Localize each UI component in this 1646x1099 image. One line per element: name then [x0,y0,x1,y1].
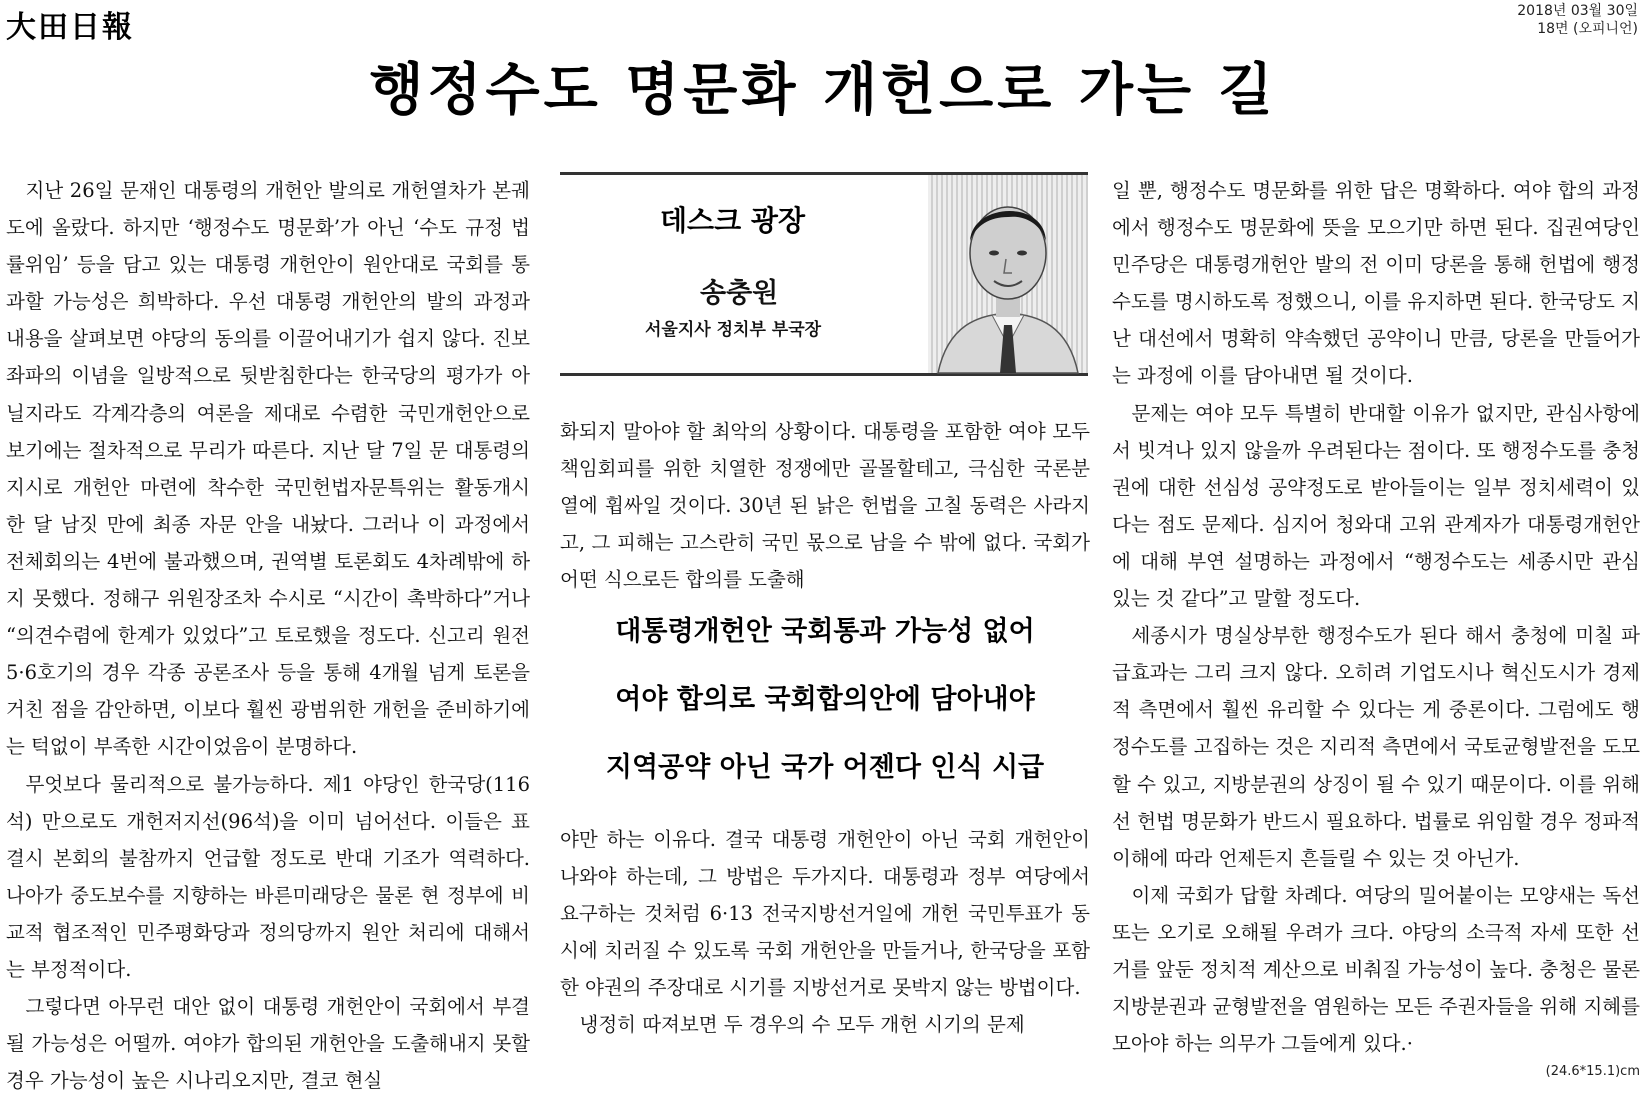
paragraph: 야만 하는 이유다. 결국 대통령 개헌안이 아닌 국회 개헌안이 나와야 하는데, 그 방법은 두가지다. 대통령과 정부 여당에서 요구하는 것처럼 6·13 전국지방선거일에 개헌 국민투표가 동시에 치러질 수 있도록 국회 개헌안을 만들거나, 한국당을 포함한 야권의 주장대로 시기를 지방선거로 못박지 않는 방법이다. [560,828,1090,1000]
pull-quote-line: 여야 합의로 국회합의안에 담아내야 [615,684,1035,715]
author-portrait-photo [928,175,1088,373]
paragraph: 이제 국회가 답할 차례다. 여당의 밀어붙이는 모양새는 독선 또는 오기로 오해될 우려가 크다. 야당의 소극적 자세 또한 선거를 앞둔 정치적 계산으로 비춰질 가능성이 높다. 충청은 물론 지방분권과 균형발전을 염원하는 모든 주권자들을 위해 지혜를 모아야 하는 의무가 그들에게 있다.· [1112,883,1640,1056]
column-header-box [560,172,1088,376]
paragraph: 지난 26일 문재인 대통령의 개헌안 발의로 개헌열차가 본궤도에 올랐다. 하지만 ‘행정수도 명문화’가 아닌 ‘수도 규정 법률위임’ 등을 담고 있는 대통령 개헌안이 원안대로 국회를 통과할 가능성은 희박하다. 우선 대통령 개헌안의 발의 과정과 내용을 살펴보면 야당의 동의를 이끌어내기가 쉽지 않다. 진보좌파의 이념을 일방적으로 뒷받침한다는 한국당의 평가가 아닐지라도 각계각층의 여론을 제대로 수렴한 국민개헌안으로 보기에는 절차적으로 무리가 따른다. 지난 달 7일 문 대통령의 지시로 개헌안 마련에 착수한 국민헌법자문특위는 활동개시 한 달 남짓 만에 최종 자문 안을 내놨다. 그러나 이 과정에서 전체회의는 4번에 불과했으며, 권역별 토론회도 4차례밖에 하지 못했다. 정해구 위원장조차 수시로 “시간이 촉박하다”거나 “의견수렴에 한계가 있었다”고 토로했을 정도다. 신고리 원전 5·6호기의 경우 각종 공론조사 등을 통해 4개월 넘게 토론을 거친 점을 감안하면, 이보다 훨씬 광범위한 개헌을 준비하기에는 턱없이 부족한 시간이었음이 분명하다. [6,179,530,759]
column-title: 데스크 광장 [660,204,805,237]
article-column-2-top [560,413,1090,592]
paragraph: 일 뿐, 행정수도 명문화를 위한 답은 명확하다. 여야 합의 과정에서 행정수도 명문화에 뜻을 모으기만 하면 된다. 집권여당인 민주당은 대통령개헌안 발의 전 이미 당론을 통해 헌법에 행정수도를 명시하도록 정했으니, 이를 유지하면 된다. 한국당도 지난 대선에서 명확히 약속했던 공약이니 만큼, 당론을 만들어가는 과정에 이를 담아내면 될 것이다. [1112,179,1640,388]
paragraph: 문제는 여야 모두 특별히 반대할 이유가 없지만, 관심사항에서 빗겨나 있지 않을까 우려된다는 점이다. 또 행정수도를 충청권에 대한 선심성 공약정도로 받아들이는 일부 정치세력이 있다는 점도 문제다. 심지어 청와대 고위 관계자가 대통령개헌안에 대해 부연 설명하는 과정에서 “행정수도는 세종시만 관심 있는 것 같다”고 말할 정도다. [1112,401,1640,611]
page-section: 18면 (오피니언) [1537,21,1638,37]
portrait-illustration [928,175,1088,373]
clipping-size-note: (24.6*15.1)cm [1545,1064,1640,1079]
author-name: 송충원 [700,278,779,309]
paragraph: 냉정히 따져보면 두 경우의 수 모두 개헌 시기의 문제 [579,1013,1025,1037]
publish-date: 2018년 03월 30일 [1517,3,1638,19]
article-column-2-bottom [560,821,1090,1081]
paragraph: 무엇보다 물리적으로 불가능하다. 제1 야당인 한국당(116석) 만으로도 개헌저지선(96석)을 이미 넘어선다. 이들은 표결시 본회의 불참까지 언급할 정도로 반대 기조가 역력하다. 나아가 중도보수를 지향하는 바른미래당은 물론 현 정부에 비교적 협조적인 민주평화당과 정의당까지 원안 처리에 대해서는 부정적이다. [6,772,530,981]
paragraph: 세종시가 명실상부한 행정수도가 된다 해서 충청에 미칠 파급효과는 그리 크지 않다. 오히려 기업도시나 혁신도시가 경제적 측면에서 훨씬 유리할 수 있다는 게 중론이다. 그럼에도 행정수도를 고집하는 것은 지리적 측면에서 국토균형발전을 도모할 수 있고, 지방분권의 상징이 될 수 있기 때문이다. 이를 위해선 헌법 명문화가 반드시 필요하다. 법률로 위임할 경우 정파적 이해에 따라 언제든지 흔들릴 수 있는 것 아닌가. [1112,624,1640,870]
newspaper-logo: 大田日報 [6,10,134,45]
author-role: 서울지사 정치부 부국장 [645,320,822,340]
pull-quote-line: 지역공약 아닌 국가 어젠다 인식 시급 [605,752,1045,783]
dateline [1517,2,1638,38]
article-headline: 행정수도 명문화 개헌으로 가는 길 [369,58,1277,123]
pull-quote-line: 대통령개헌안 국회통과 가능성 없어 [615,616,1035,647]
article-column-3 [1112,172,1640,1077]
paragraph: 화되지 말아야 할 최악의 상황이다. 대통령을 포함한 여야 모두 책임회피를 위한 치열한 정쟁에만 골몰할테고, 극심한 국론분열에 휩싸일 것이다. 30년 된 낡은 헌법을 고칠 동력은 사라지고, 그 피해는 고스란히 국민 몫으로 남을 수 밖에 없다. 국회가 어떤 식으로든 합의를 도출해 [560,420,1090,592]
pull-quote [560,598,1090,802]
paragraph: 그렇다면 아무런 대안 없이 대통령 개헌안이 국회에서 부결될 가능성은 어떨까. 여야가 합의된 개헌안을 도출해내지 못할 경우 가능성이 높은 시나리오지만, 결코 현실 [6,995,530,1093]
article-column-1 [6,172,530,1093]
